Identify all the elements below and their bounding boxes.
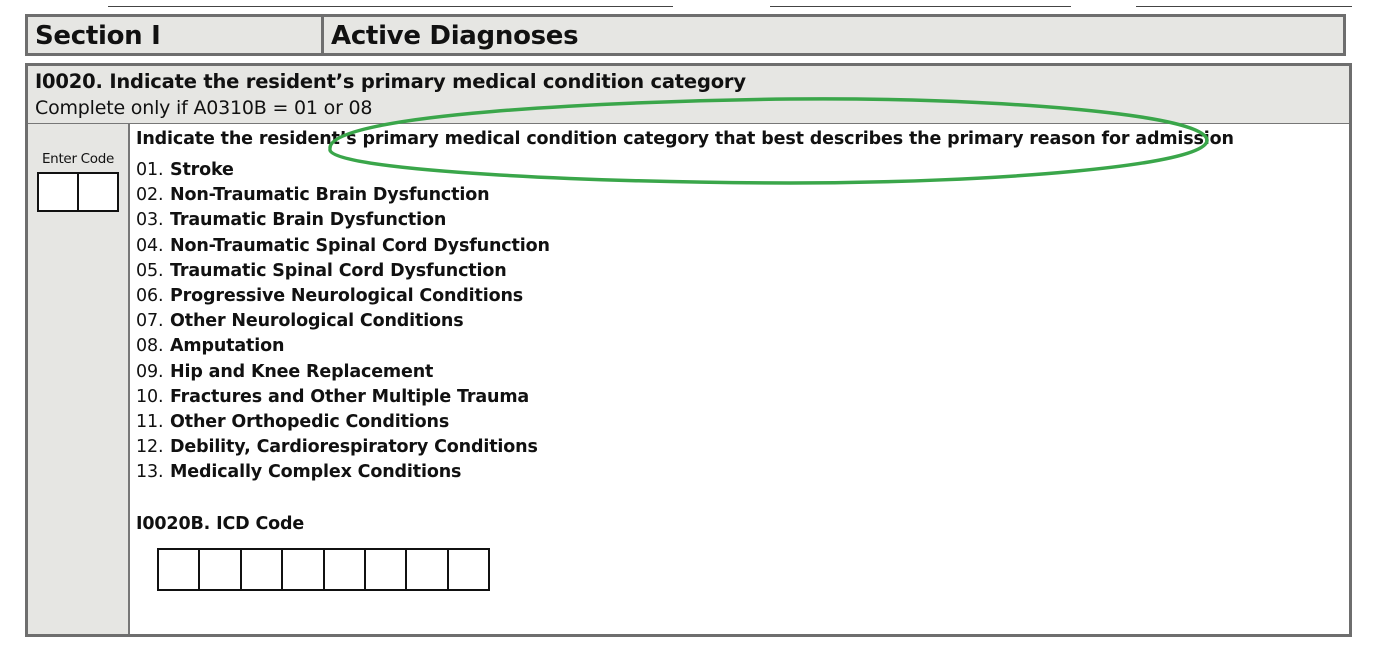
icd-char-box[interactable] [366, 550, 407, 589]
option-item [136, 284, 550, 309]
item-title: I0020. Indicate the resident’s primary medical condition category [35, 70, 746, 93]
section-number: Section I [35, 21, 161, 51]
option-number: 12. [136, 437, 164, 458]
option-label: Progressive Neurological Conditions [170, 285, 524, 306]
top-rule-2 [770, 6, 1071, 7]
icd-code-field[interactable] [157, 548, 490, 591]
option-number: 10. [136, 386, 164, 407]
section-header [25, 14, 1346, 56]
option-item [136, 410, 550, 435]
option-number: 02. [136, 185, 164, 206]
option-number: 09. [136, 361, 164, 382]
icd-code-label: I0020B. ICD Code [136, 514, 305, 534]
option-label: Non-Traumatic Brain Dysfunction [170, 185, 490, 206]
section-title-cell [324, 17, 1343, 53]
option-number: 05. [136, 260, 164, 281]
option-label: Traumatic Spinal Cord Dysfunction [170, 260, 507, 281]
top-rule-3 [1136, 6, 1352, 7]
item-header [28, 66, 1349, 124]
option-number: 13. [136, 462, 164, 483]
item-content [136, 124, 1349, 634]
option-label: Amputation [170, 336, 285, 357]
option-number: 08. [136, 336, 164, 357]
option-label: Hip and Knee Replacement [170, 361, 434, 382]
option-number: 04. [136, 235, 164, 256]
section-number-cell [28, 17, 324, 53]
option-number: 01. [136, 160, 164, 180]
enter-code-label: Enter Code [41, 151, 115, 167]
option-item [136, 334, 550, 359]
icd-char-box[interactable] [325, 550, 366, 589]
top-rule-1 [108, 6, 673, 7]
icd-char-box[interactable] [407, 550, 448, 589]
option-item [136, 183, 550, 208]
item-i0020 [25, 63, 1352, 637]
code-digit-box[interactable] [39, 174, 79, 210]
option-item [136, 460, 550, 485]
option-item [136, 435, 550, 460]
option-item [136, 360, 550, 385]
icd-char-box[interactable] [449, 550, 488, 589]
section-title: Active Diagnoses [331, 21, 579, 51]
option-number: 07. [136, 311, 164, 332]
option-item [136, 208, 550, 233]
option-item [136, 309, 550, 334]
option-item [136, 158, 550, 183]
option-number: 11. [136, 411, 164, 432]
option-item [136, 385, 550, 410]
option-label: Medically Complex Conditions [170, 462, 462, 483]
option-label: Debility, Cardiorespiratory Conditions [170, 437, 538, 458]
option-label: Non-Traumatic Spinal Cord Dysfunction [170, 235, 550, 256]
condition-options-list [136, 158, 550, 485]
option-label: Fractures and Other Multiple Trauma [170, 386, 530, 407]
option-label: Other Orthopedic Conditions [170, 411, 450, 432]
option-number: 06. [136, 285, 164, 306]
option-number: 03. [136, 210, 164, 231]
option-item [136, 234, 550, 259]
icd-char-box[interactable] [159, 550, 200, 589]
item-instruction: Complete only if A0310B = 01 or 08 [35, 97, 373, 119]
icd-char-box[interactable] [283, 550, 324, 589]
option-item [136, 259, 550, 284]
option-label: Traumatic Brain Dysfunction [170, 210, 447, 231]
icd-char-box[interactable] [242, 550, 283, 589]
icd-char-box[interactable] [200, 550, 241, 589]
enter-code-field[interactable] [37, 172, 119, 212]
option-label: Stroke [170, 160, 234, 180]
enter-code-column [28, 124, 130, 634]
option-label: Other Neurological Conditions [170, 311, 464, 332]
item-prompt: Indicate the resident’s primary medical condition category that best describes the primary reason for admission [136, 129, 1234, 149]
code-digit-box[interactable] [79, 174, 117, 210]
